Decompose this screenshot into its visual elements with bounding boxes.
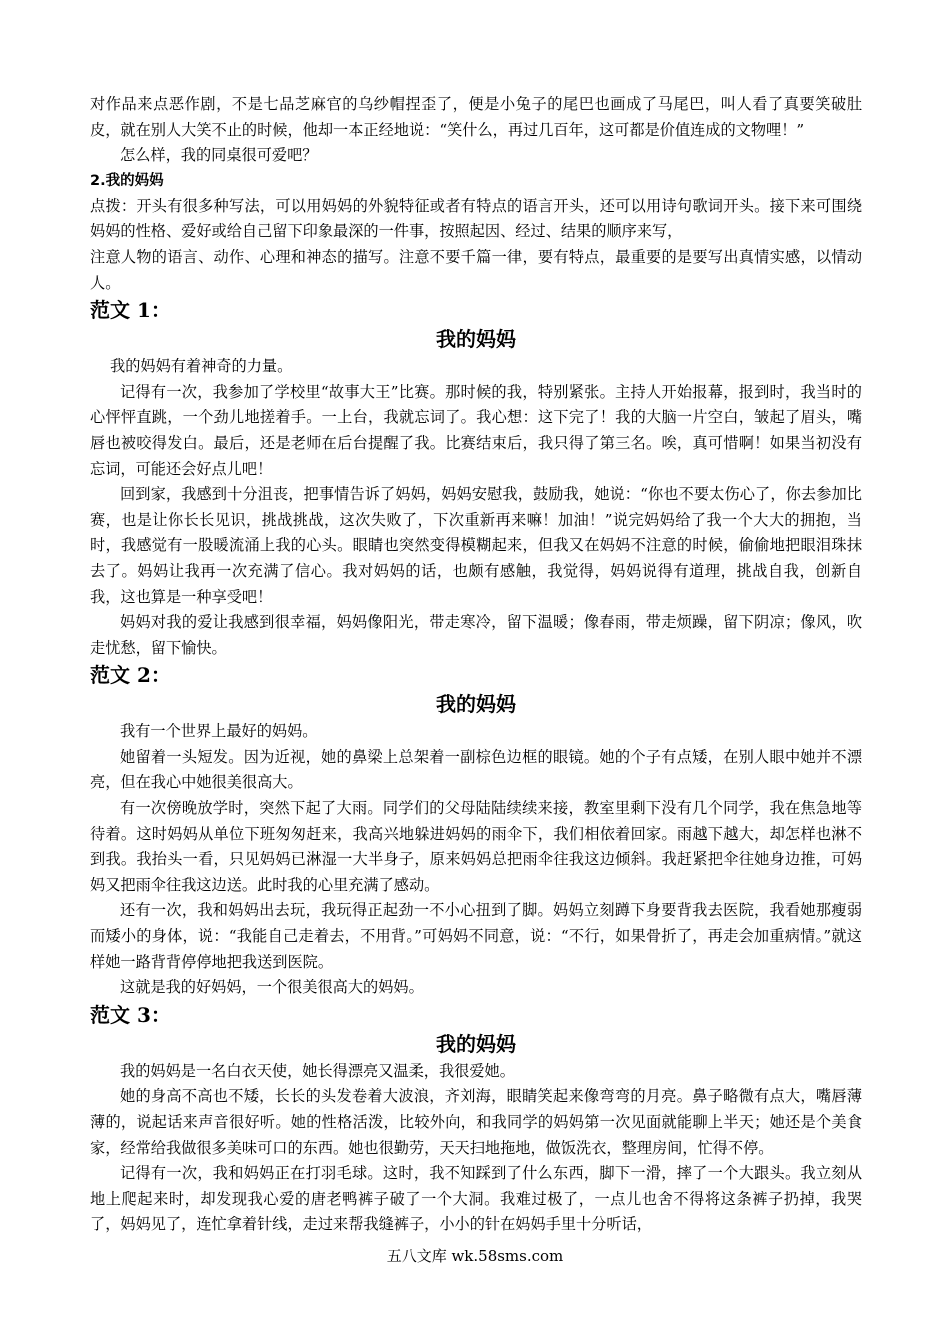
page-footer: 五八文库 wk.58sms.com — [386, 1247, 564, 1265]
document-body — [90, 92, 862, 1238]
essay-paragraph: 回到家，我感到十分沮丧，把事情告诉了妈妈，妈妈安慰我，鼓励我，她说：“你也不要太伤心了，你去参加比赛，也是让你长长见识，挑战挑战，这次失败了，下次重新再来嘛！加油！”说完妈妈给了我一个大大的拥抱，当时，我感觉有一股暖流涌上我的心头。眼睛也突然变得模糊起来，但我又在妈妈不注意的时候，偷偷地把眼泪珠抹去了。妈妈让我再一次充满了信心。我对妈妈的话，也颇有感触，我觉得，妈妈说得有道理，挑战自我，创新自我，这也算是一种享受吧！ — [90, 485, 862, 606]
essay-label: 范文 2： — [90, 663, 171, 688]
essay-paragraph: 她的身高不高也不矮，长长的头发卷着大波浪，齐刘海，眼睛笑起来像弯弯的月亮。鼻子略微有点大，嘴唇薄薄的，说起话来声音很好听。她的性格活泼，比较外向，和我同学的妈妈第一次见面就能聊上半天；她还是个美食家，经常给我做很多美味可口的东西。她也很勤劳，天天扫地拖地，做饭洗衣，整理房间，忙得不停。 — [90, 1087, 862, 1157]
essay-paragraph: 我的妈妈有着神奇的力量。 — [110, 357, 293, 376]
essay-paragraph: 还有一次，我和妈妈出去玩，我玩得正起劲一不小心扭到了脚。妈妈立刻蹲下身要背我去医院，我看她那瘦弱而矮小的身体，说：“我能自己走着去，不用背。”可妈妈不同意，说：“不行，如果骨折了，再走会加重病情。”就这样她一路背背停停地把我送到医院。 — [90, 901, 862, 971]
essay-paragraph: 我的妈妈是一名白衣天使，她长得漂亮又温柔，我很爱她。 — [120, 1061, 515, 1080]
writing-tip: 注意人物的语言、动作、心理和神态的描写。注意不要千篇一律，要有特点，最重要的是要写出真情实感，以情动人。 — [90, 247, 862, 292]
essay-paragraph: 她留着一头短发。因为近视，她的鼻梁上总架着一副棕色边框的眼镜。她的个子有点矮，在别人眼中她并不漂亮，但在我心中她很美很高大。 — [90, 747, 862, 792]
writing-tip: 点拨：开头有很多种写法，可以用妈妈的外貌特征或者有特点的语言开头，还可以用诗句歌词开头。接下来可围绕妈妈的性格、爱好或给自己留下印象最深的一件事，按照起因、经过、结果的顺序来写， — [90, 196, 862, 241]
essay-title: 我的妈妈 — [436, 1031, 516, 1056]
essay-paragraph: 记得有一次，我和妈妈正在打羽毛球。这时，我不知踩到了什么东西，脚下一滑，摔了一个大跟头。我立刻从地上爬起来时，却发现我心爱的唐老鸭裤子破了一个大洞。我难过极了，一点儿也舍不得将这条裤子扔掉，我哭了，妈妈见了，连忙拿着针线，走过来帮我缝裤子，小小的针在妈妈手里十分听话， — [90, 1164, 862, 1234]
essay-paragraph: 这就是我的好妈妈，一个很美很高大的妈妈。 — [120, 978, 424, 997]
essay-label: 范文 1： — [90, 298, 171, 323]
intro-paragraph: 对作品来点恶作剧，不是七品芝麻官的乌纱帽捏歪了，便是小兔子的尾巴也画成了马尾巴，叫人看了真要笑破肚皮，就在别人大笑不止的时候，他却一本正经地说：“笑什么，再过几百年，这可都是价值连成的文物哩！” — [90, 95, 862, 139]
essay-paragraph: 有一次傍晚放学时，突然下起了大雨。同学们的父母陆陆续续来接，教室里剩下没有几个同学，我在焦急地等待着。这时妈妈从单位下班匆匆赶来，我高兴地躲进妈妈的雨伞下，我们相依着回家。雨越下越大，却怎样也淋不到我。我抬头一看，只见妈妈已淋湿一大半身子，原来妈妈总把雨伞往我这边倾斜。我赶紧把伞往她身边推，可妈妈又把雨伞往我这边送。此时我的心里充满了感动。 — [90, 799, 862, 894]
essay-title: 我的妈妈 — [436, 692, 516, 717]
essay-title: 我的妈妈 — [436, 327, 516, 352]
essay-label: 范文 3： — [90, 1002, 171, 1027]
essay-paragraph: 妈妈对我的爱让我感到很幸福，妈妈像阳光，带走寒冷，留下温暖；像春雨，带走烦躁，留下阴凉；像风，吹走忧愁，留下愉快。 — [90, 613, 862, 657]
section-heading: 2.我的妈妈 — [90, 172, 164, 189]
intro-paragraph: 怎么样，我的同桌很可爱吧？ — [120, 146, 318, 165]
essay-paragraph: 记得有一次，我参加了学校里“故事大王”比赛。那时候的我，特别紧张。主持人开始报幕，报到时，我当时的心怦怦直跳，一个劲儿地搓着手。一上台，我就忘词了。我心想：这下完了！我的大脑一片空白，皱起了眉头，嘴唇也被咬得发白。最后，还是老师在后台提醒了我。比赛结束后，我只得了第三名。唉，真可惜啊！如果当初没有忘词，可能还会好点儿吧！ — [90, 382, 862, 478]
essay-paragraph: 我有一个世界上最好的妈妈。 — [120, 722, 318, 741]
